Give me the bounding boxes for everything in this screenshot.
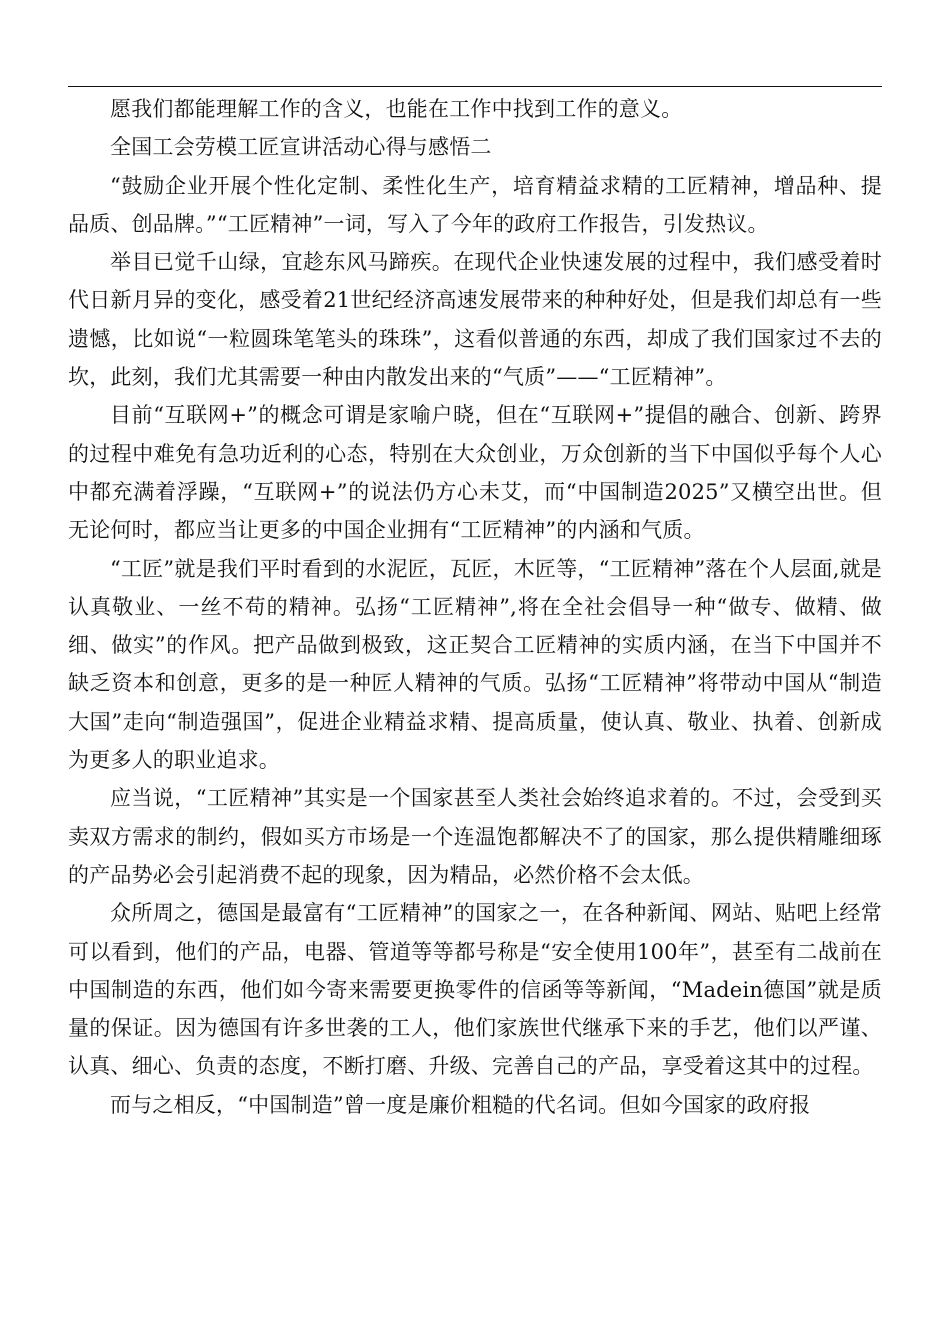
paragraph-6: “工匠”就是我们平时看到的水泥匠，瓦匠，木匠等，“工匠精神”落在个人层面,就是认真敬业、一丝不苟的精神。弘扬“工匠精神”,将在全社会倡导一种“做专、做精、做细、做实”的作风。把产品做到极致，这正契合工匠精神的实质内涵，在当下中国并不缺乏资本和创意，更多的是一种匠人精神的气质。弘扬“工匠精神”将带动中国从“制造大国”走向“制造强国”，促进企业精益求精、提高质量，使认真、敬业、执着、创新成为更多人的职业追求。 [68,556,882,773]
paragraph-1: 愿我们都能理解工作的含义，也能在工作中找到工作的意义。 [110,97,683,121]
header-rule [68,86,882,87]
paragraph-7: 应当说，“工匠精神”其实是一个国家甚至人类社会始终追求着的。不过，会受到买卖双方需求的制约，假如买方市场是一个连温饱都解决不了的国家，那么提供精雕细琢的产品势必会引起消费不起的现象，因为精品，必然价格不会太低。 [68,786,882,887]
paragraph-8: 众所周之，德国是最富有“工匠精神”的国家之一，在各种新闻、网站、贴吧上经常可以看到，他们的产品，电器、管道等等都号称是“安全使用100年”，甚至有二战前在中国制造的东西，他们如今寄来需要更换零件的信函等等新闻，“Madein德国”就是质量的保证。因为德国有许多世袭的工人，他们家族世代继承下来的手艺，他们以严谨、认真、细心、负责的态度，不断打磨、升级、完善自己的产品，享受着这其中的过程。 [68,901,882,1079]
paragraph-5: 目前“互联网+”的概念可谓是家喻户晓，但在“互联网+”提倡的融合、创新、跨界的过程中难免有急功近利的心态，特别在大众创业，万众创新的当下中国似乎每个人心中都充满着浮躁，“互联网+”的说法仍方心未艾，而“中国制造2025”又横空出世。但无论何时，都应当让更多的中国企业拥有“工匠精神”的内涵和气质。 [68,403,882,543]
document-body [68,90,882,1124]
paragraph-3: “鼓励企业开展个性化定制、柔性化生产，培育精益求精的工匠精神，增品种、提品质、创品牌。”“工匠精神”一词，写入了今年的政府工作报告，引发热议。 [68,173,882,236]
paragraph-2-title: 全国工会劳模工匠宣讲活动心得与感悟二 [110,135,492,160]
paragraph-4: 举目已觉千山绿，宜趁东风马蹄疾。在现代企业快速发展的过程中，我们感受着时代日新月异的变化，感受着21世纪经济高速发展带来的种种好处，但是我们却总有一些遗憾，比如说“一粒圆珠笔笔头的珠珠”，这看似普通的东西，却成了我们国家过不去的坎，此刻，我们尤其需要一种由内散发出来的“气质”——“工匠精神”。 [68,250,882,390]
paragraph-9: 而与之相反，“中国制造”曾一度是廉价粗糙的代名词。但如今国家的政府报 [110,1092,811,1117]
